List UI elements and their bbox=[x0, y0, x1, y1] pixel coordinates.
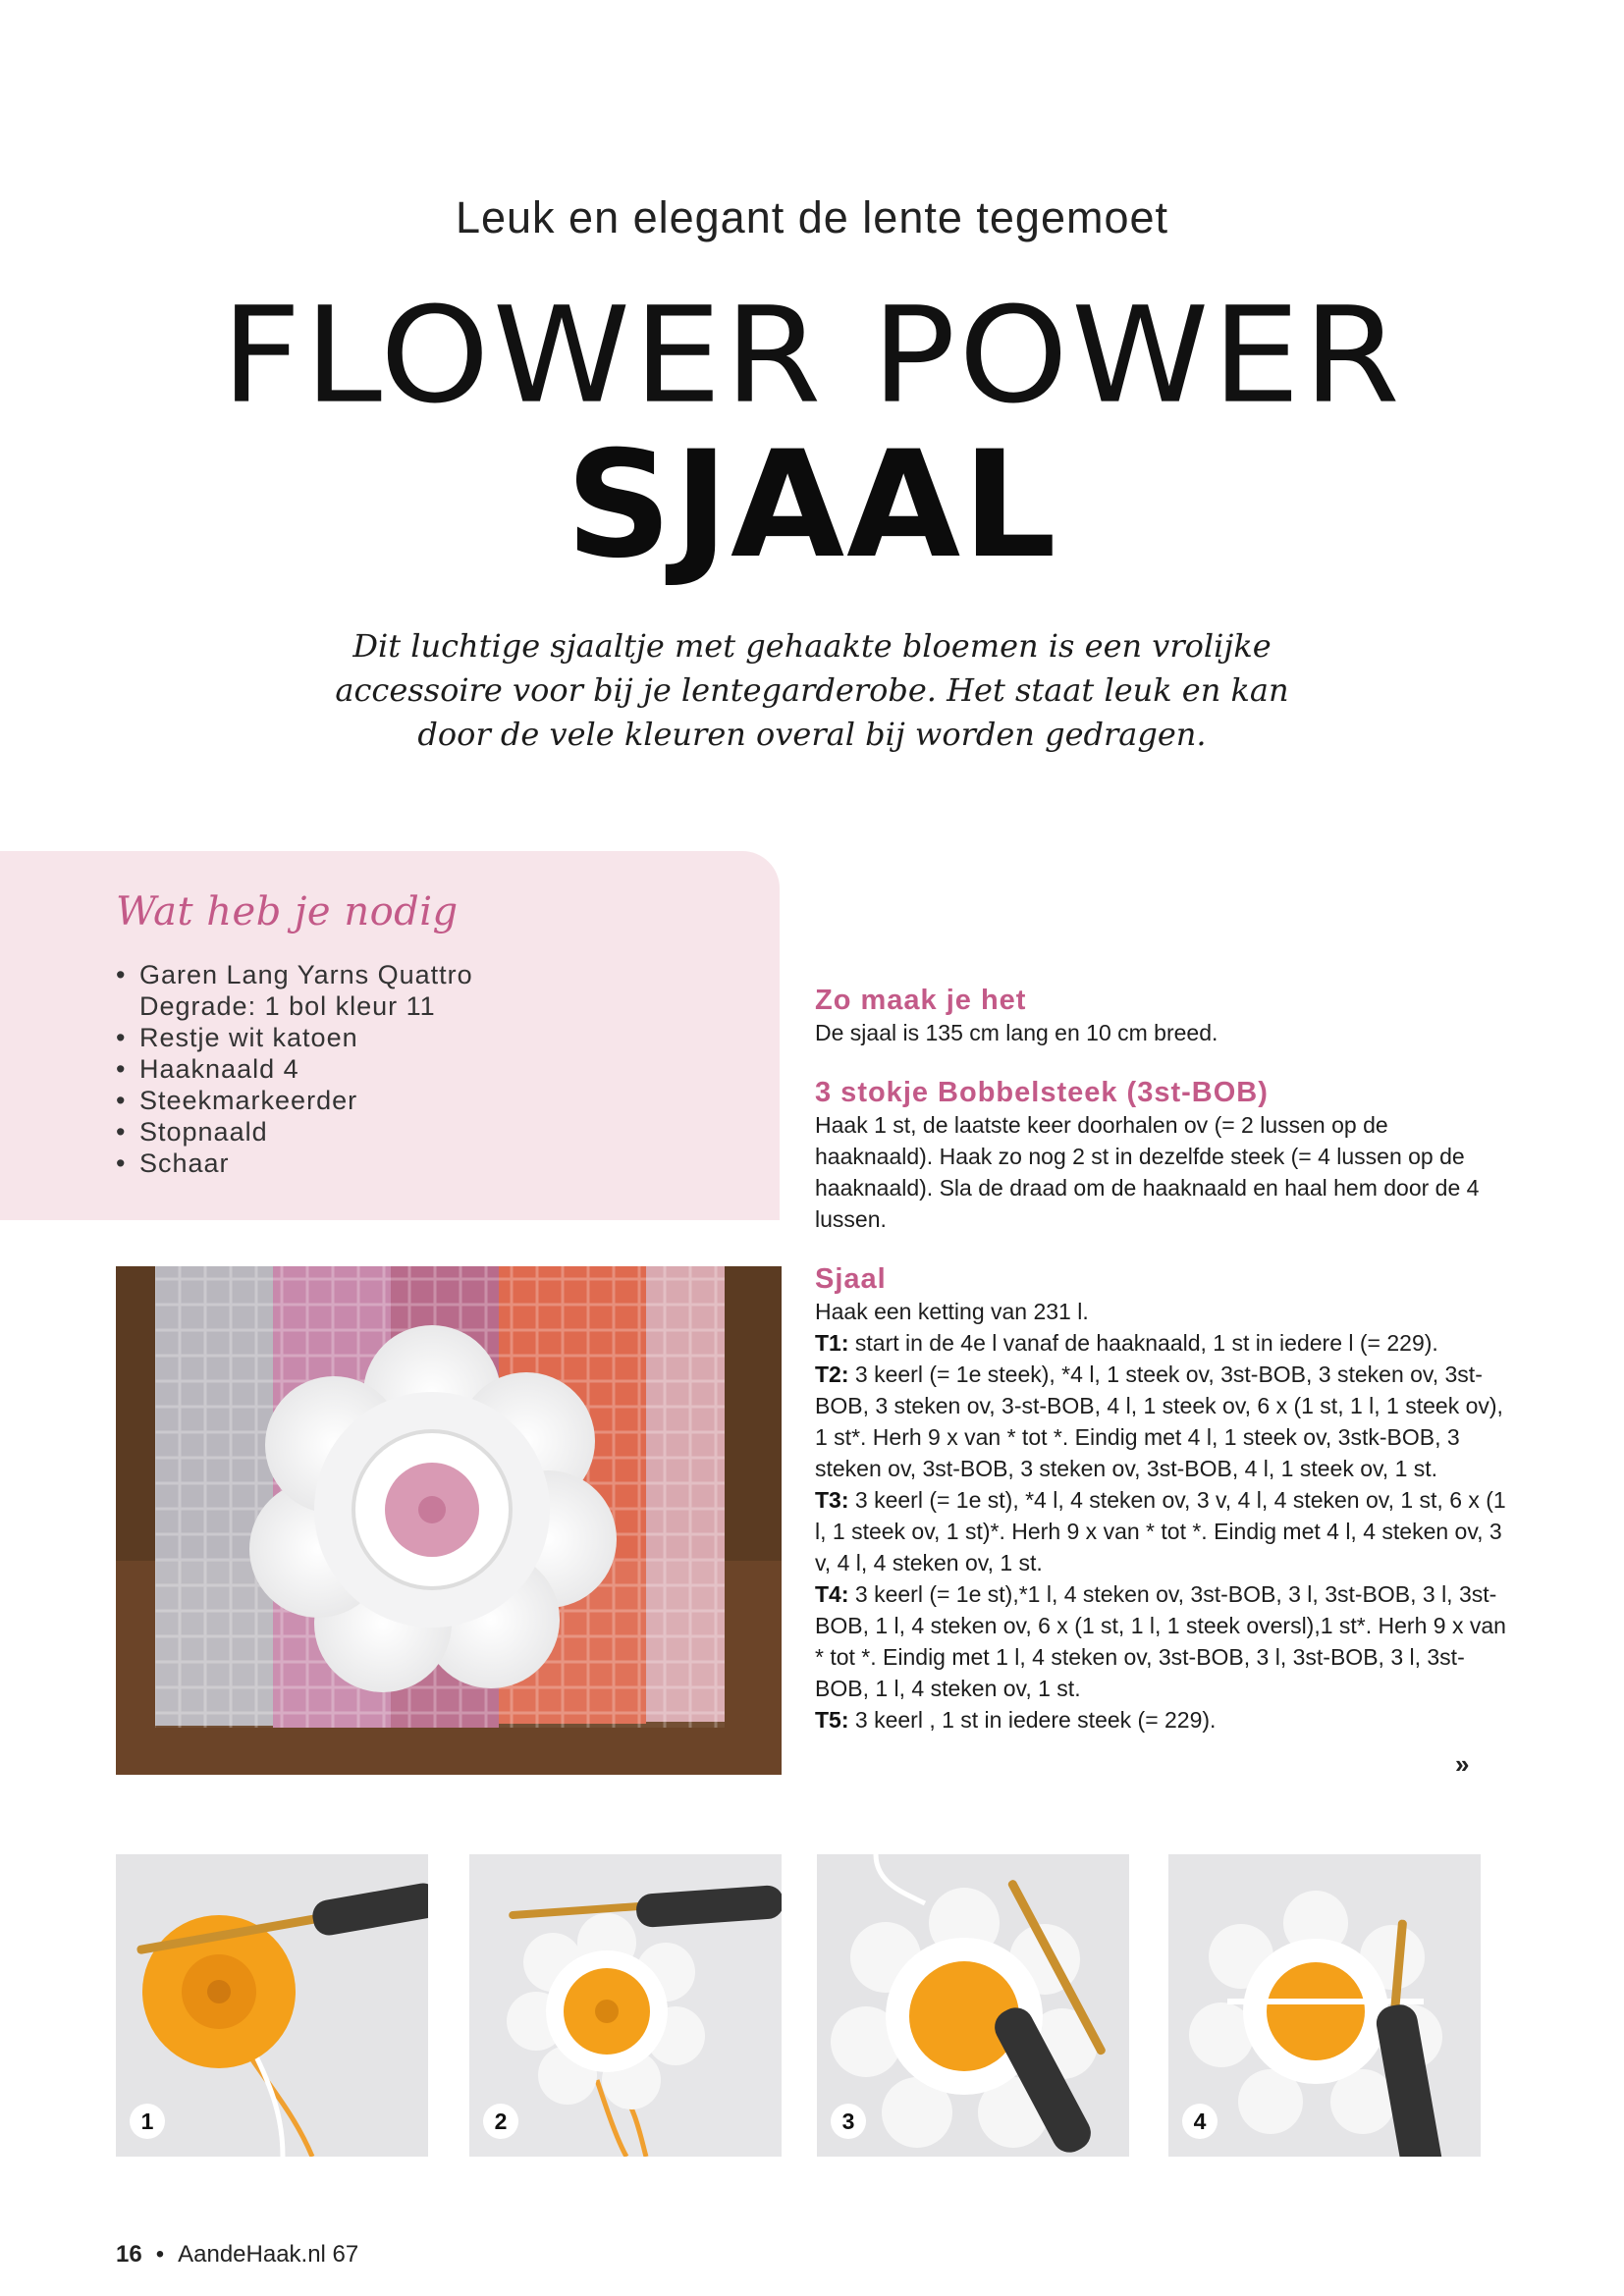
magazine-name: AandeHaak.nl 67 bbox=[178, 2241, 359, 2268]
step-number: 3 bbox=[831, 2104, 866, 2139]
materials-list bbox=[116, 959, 577, 1179]
size-text: De sjaal is 135 cm lang en 10 cm breed. bbox=[815, 1020, 1218, 1045]
continue-arrow: » bbox=[1455, 1749, 1470, 1779]
step-photo-2 bbox=[469, 1854, 782, 2157]
row-text: T3: 3 keerl (= 1e st), *4 l, 4 steken ov, 3 v, 4 l, 4 steken ov, 1 st, 6 x (1 l, 1 steek ov, 1 st)*. Herh 9 x van * tot *. Eindig met 4 l, 4 steken ov, 3 v, 4 l, 4 steken ov, 1 st. bbox=[815, 1487, 1506, 1575]
footer-bullet: • bbox=[155, 2241, 165, 2268]
row-text: T1: start in de 4e l vanaf de haaknaald, 1 st in iedere l (= 229). bbox=[815, 1330, 1438, 1356]
title-line-2: SJAAL bbox=[566, 420, 1058, 591]
step-photo-1 bbox=[116, 1854, 428, 2157]
row-text: T5: 3 keerl , 1 st in iedere steek (= 229). bbox=[815, 1707, 1217, 1733]
instructions bbox=[815, 984, 1506, 1735]
page-subtitle: Leuk en elegant de lente tegemoet bbox=[455, 192, 1169, 242]
title-line-1: FLOWER POWER bbox=[221, 279, 1403, 433]
scarf-flower-photo bbox=[116, 1266, 782, 1775]
page-footer bbox=[116, 2241, 358, 2269]
materials-item: • Haaknaald 4 bbox=[116, 1053, 577, 1085]
row-text: T2: 3 keerl (= 1e steek), *4 l, 1 steek ov, 3st-BOB, 3 steken ov, 3st-BOB, 3 steken ov, 3-st-BOB, 4 l, 1 steek ov, 6 x (1 st, 1 l, 1 steek ov), 1 st*. Herh 9 x van * tot *. Eindig met 4 l, 1 steek ov, 3stk-BOB, 3 steken ov, 3st-BOB, 3 steken ov, 3st-BOB, 4 l, 1 steek ov, 1 st. bbox=[815, 1362, 1503, 1481]
step-number: 4 bbox=[1182, 2104, 1218, 2139]
section-heading: 3 stokje Bobbelsteek (3st-BOB) bbox=[815, 1077, 1269, 1108]
section-heading: Sjaal bbox=[815, 1263, 887, 1295]
step-number: 2 bbox=[483, 2104, 518, 2139]
materials-item: • Stopnaald bbox=[116, 1116, 577, 1148]
step-photo-4 bbox=[1168, 1854, 1481, 2157]
step-photo-3 bbox=[817, 1854, 1129, 2157]
materials-item: • Steekmarkeerder bbox=[116, 1085, 577, 1116]
chain-text: Haak een ketting van 231 l. bbox=[815, 1299, 1089, 1324]
stitch-text: Haak 1 st, de laatste keer doorhalen ov (= 2 lussen op de haaknaald). Haak zo nog 2 st in dezelfde steek (= 4 lussen op de haaknaald). Sla de draad om de haaknaald en haal hem door de 4 lussen. bbox=[815, 1112, 1480, 1232]
materials-title: Wat heb je nodig bbox=[116, 889, 459, 934]
intro-paragraph: Dit luchtige sjaaltje met gehaakte bloemen is een vrolijke accessoire voor bij je lentegarderobe. Het staat leuk en kan door de vele kleuren overal bij worden gedragen. bbox=[335, 627, 1289, 753]
materials-item: • Garen Lang Yarns Quattro Degrade: 1 bol kleur 11 bbox=[116, 959, 577, 1022]
materials-item: • Schaar bbox=[116, 1148, 577, 1179]
section-heading: Zo maak je het bbox=[815, 985, 1027, 1016]
row-text: T4: 3 keerl (= 1e st),*1 l, 4 steken ov, 3st-BOB, 3 l, 3st-BOB, 3 l, 3st-BOB, 1 l, 4 steken ov, 6 x (1 st, 1 l, 1 steek oversl),1 st*. Herh 9 x van * tot *. Eindig met 1 l, 4 steken ov, 3st-BOB, 3 l, 3st-BOB, 3 l, 3st-BOB, 1 l, 4 steken ov, 1 st. bbox=[815, 1581, 1506, 1701]
step-number: 1 bbox=[130, 2104, 165, 2139]
page-number: 16 bbox=[116, 2241, 142, 2268]
materials-item: • Restje wit katoen bbox=[116, 1022, 577, 1053]
